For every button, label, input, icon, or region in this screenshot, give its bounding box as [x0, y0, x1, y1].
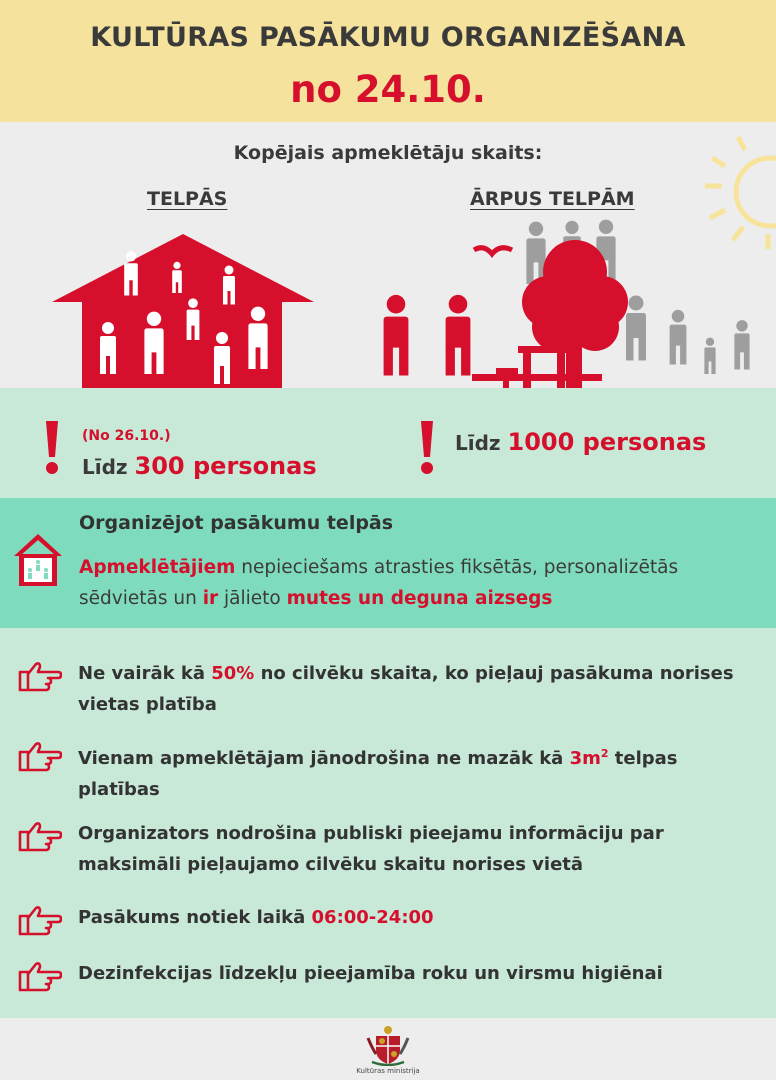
outdoor-limit-prefix: Līdz	[455, 431, 508, 455]
page-date: no 24.10.	[290, 68, 486, 111]
pointing-hand-icon	[18, 820, 62, 854]
ministry-name: Kultūras ministrija	[356, 1067, 420, 1075]
visitors-highlight: Apmeklētājiem	[79, 557, 236, 578]
pointing-hand-icon	[18, 740, 62, 774]
outdoor-label: ĀRPUS TELPĀM	[470, 188, 635, 210]
exclamation-icon	[420, 421, 434, 475]
header-banner	[0, 0, 776, 122]
seating-text: nepieciešams atrasties fiksētās, personalizētās sēdvietās un	[79, 557, 679, 609]
list-item	[18, 658, 758, 720]
outdoor-people-red	[384, 295, 471, 376]
outdoor-limit-value: 1000 personas	[507, 428, 707, 456]
indoor-limit-prefix: Līdz	[82, 455, 135, 479]
exclamation-icon	[45, 421, 59, 475]
indoor-rules-band	[0, 498, 776, 628]
footer	[0, 1018, 776, 1080]
picnic-table-icon	[472, 346, 602, 388]
rule-disinfection: Dezinfekcijas līdzekļu pieejamība roku un virsmu higiēnai	[78, 963, 663, 984]
pointing-hand-icon	[18, 904, 62, 938]
rules-list	[0, 628, 776, 1018]
indoor-limit-value: 300 personas	[134, 452, 317, 480]
indoor-rules-heading: Organizējot pasākumu telpās	[79, 512, 394, 534]
limits-band	[0, 388, 776, 498]
bird-icon	[474, 248, 512, 254]
indoor-label: TELPĀS	[147, 188, 228, 210]
rule-area: Vienam apmeklētājam jānodrošina ne mazāk kā $3m^2$ telpas platības	[78, 747, 678, 800]
coat-of-arms-icon	[366, 1024, 410, 1066]
mask-highlight: mutes un deguna aizsegs	[286, 588, 553, 609]
indoor-limit	[82, 452, 317, 480]
pointing-hand-icon	[18, 960, 62, 994]
list-item	[18, 958, 758, 992]
outdoor-limit	[455, 428, 706, 456]
house-people-icon	[12, 532, 64, 588]
pointing-hand-icon	[18, 660, 62, 694]
list-item	[18, 818, 758, 880]
rule-capacity: Ne vairāk kā 50% no cilvēku skaita, ko pieļauj pasākuma norises vietas platība	[78, 663, 734, 715]
list-item	[18, 738, 758, 800]
house-icon	[52, 234, 314, 388]
list-item	[18, 902, 758, 936]
indoor-limit-note: (No 26.10.)	[82, 428, 171, 444]
illustration-scene	[0, 122, 776, 388]
visitors-title: Kopējais apmeklētāju skaits:	[233, 142, 543, 164]
page-title: KULTŪRAS PASĀKUMU ORGANIZĒŠANA	[90, 22, 686, 53]
indoor-rules-text	[79, 552, 759, 614]
mandatory-highlight: ir	[202, 588, 219, 609]
wear-text: jālieto	[218, 588, 287, 609]
rule-information: Organizators nodrošina publiski pieejamu informāciju par maksimāli pieļaujamo cilvēku skaitu norises vietā	[78, 823, 664, 875]
rule-hours: Pasākums notiek laikā 06:00-24:00	[78, 907, 434, 928]
